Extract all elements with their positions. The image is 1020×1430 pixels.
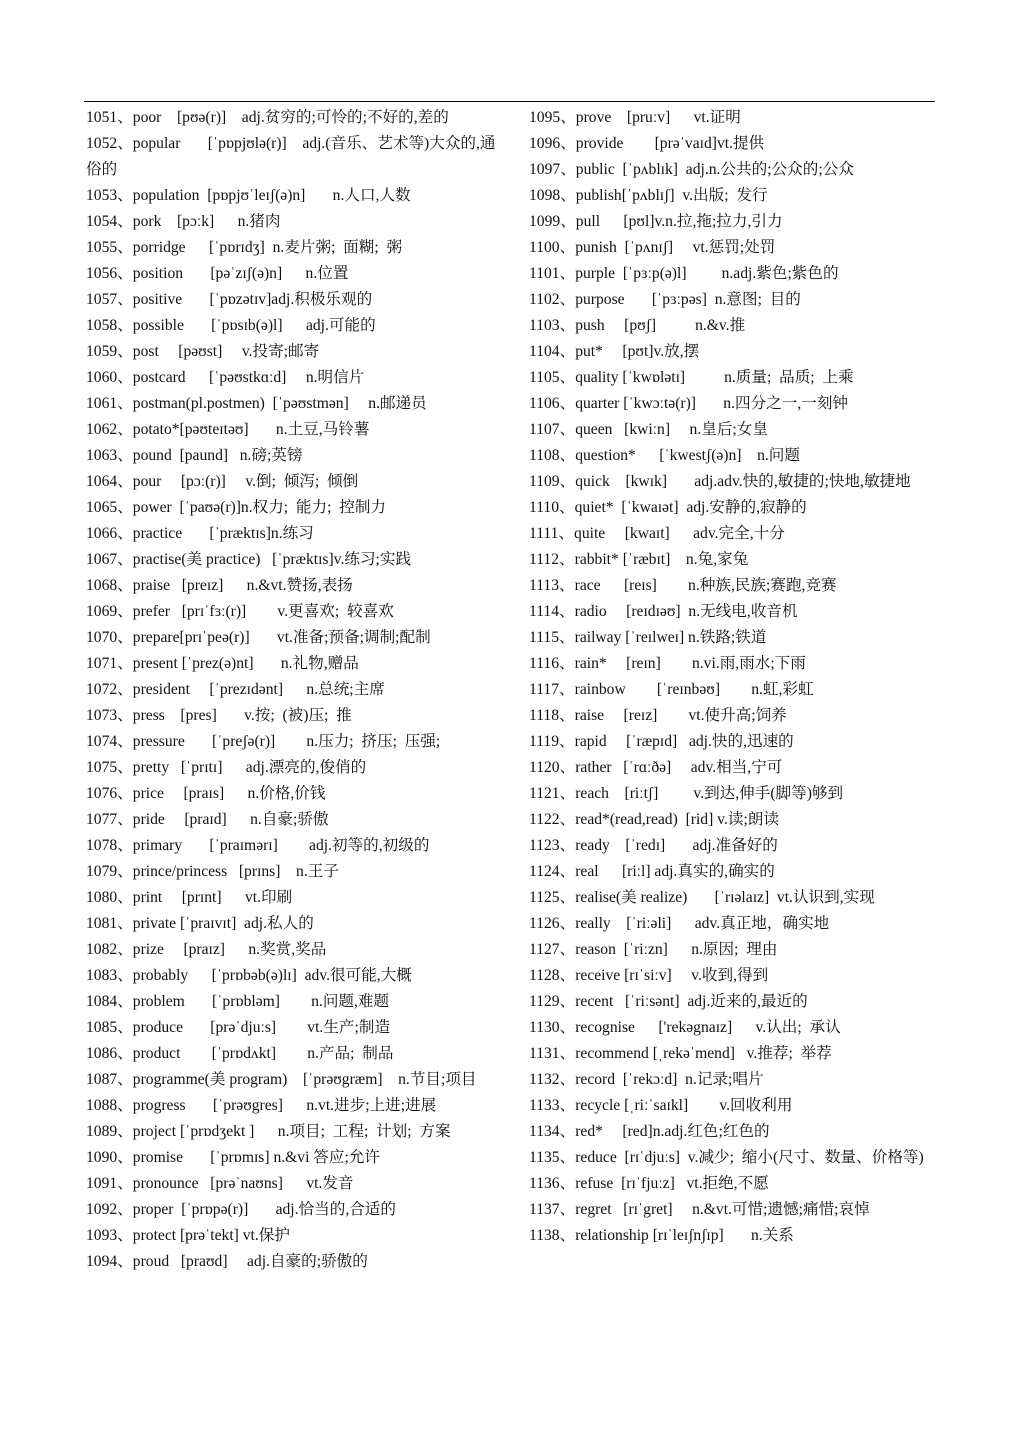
left-column xyxy=(86,105,496,1275)
vocab-entry: 1125、realise(美 realize) [ˈrɪəlaɪz] vt.认识到,实现 xyxy=(529,889,875,906)
vocab-entry: 1120、rather [ˈrɑːðə] adv.相当,宁可 xyxy=(529,759,783,776)
vocab-entry: 1080、print [prɪnt] vt.印刷 xyxy=(86,889,293,906)
vocab-entry: 1090、promise [ˈprɒmɪs] n.&vi 答应;允许 xyxy=(86,1149,381,1166)
vocab-entry: 1110、quiet* [ˈkwaɪət] adj.安静的,寂静的 xyxy=(529,499,807,516)
vocab-entry: 1106、quarter [ˈkwɔːtə(r)] n.四分之一,一刻钟 xyxy=(529,395,849,412)
vocab-entry: 1129、recent [ˈriːsənt] adj.近来的,最近的 xyxy=(529,993,808,1010)
vocab-entry: 1057、positive [ˈpɒzətɪv]adj.积极乐观的 xyxy=(86,291,373,308)
vocab-entry: 1107、queen [kwiːn] n.皇后;女皇 xyxy=(529,421,768,438)
vocab-entry: 1074、pressure [ˈpreʃə(r)] n.压力; 挤压; 压强; xyxy=(86,733,441,750)
vocab-entry: 1078、primary [ˈpraɪmərɪ] adj.初等的,初级的 xyxy=(86,837,430,854)
vocab-entry: 1059、post [pəʊst] v.投寄;邮寄 xyxy=(86,343,320,360)
vocab-entry: 1082、prize [praɪz] n.奖赏,奖品 xyxy=(86,941,327,958)
vocab-entry: 1099、pull [pʊl]v.n.拉,拖;拉力,引力 xyxy=(529,213,783,230)
vocab-entry: 1131、recommend [ˌrekəˈmend] v.推荐; 举荐 xyxy=(529,1045,832,1062)
vocab-entry: 1104、put* [pʊt]v.放,摆 xyxy=(529,343,700,360)
vocab-entry: 1062、potato*[pəʊteɪtəʊ] n.土豆,马铃薯 xyxy=(86,421,370,438)
vocab-entry: 1058、possible [ˈpɒsɪb(ə)l] adj.可能的 xyxy=(86,317,376,334)
vocab-entry: 1134、red* [red]n.adj.红色;红色的 xyxy=(529,1123,770,1140)
vocab-entry: 1100、punish [ˈpʌnɪʃ] vt.惩罚;处罚 xyxy=(529,239,776,256)
vocab-entry: 1132、record [ˈrekɔːd] n.记录;唱片 xyxy=(529,1071,764,1088)
vocab-entry: 1109、quick [kwɪk] adj.adv.快的,敏捷的;快地,敏捷地 xyxy=(529,473,911,490)
vocab-entry: 1086、product [ˈprɒdʌkt] n.产品; 制品 xyxy=(86,1045,394,1062)
vocab-entry: 1061、postman(pl.postmen) [ˈpəʊstmən] n.邮递员 xyxy=(86,395,427,412)
vocab-entry: 1067、practise(美 practice) [ˈpræktɪs]v.练习;实践 xyxy=(86,551,412,568)
vocab-entry: 1138、relationship [rɪˈleɪʃnʃɪp] n.关系 xyxy=(529,1227,794,1244)
vocab-entry: 1124、real [riːl] adj.真实的,确实的 xyxy=(529,863,775,880)
right-column xyxy=(529,105,937,1249)
vocab-entry: 1072、president [ˈprezɪdənt] n.总统;主席 xyxy=(86,681,385,698)
vocab-entry: 1137、regret [rɪˈgret] n.&vt.可惜;遗憾;痛惜;哀悼 xyxy=(529,1201,870,1218)
vocab-entry: 1079、prince/princess [prɪns] n.王子 xyxy=(86,863,339,880)
vocab-entry: 1097、public [ˈpʌblɪk] adj.n.公共的;公众的;公众 xyxy=(529,161,854,178)
vocab-entry: 1081、private [ˈpraɪvɪt] adj.私人的 xyxy=(86,915,314,932)
vocab-entry: 1103、push [pʊʃ] n.&v.推 xyxy=(529,317,746,334)
vocab-entry: 1112、rabbit* [ˈræbɪt] n.兔,家兔 xyxy=(529,551,749,568)
vocab-entry: 1054、pork [pɔːk] n.猪肉 xyxy=(86,213,281,230)
vocab-entry: 1105、quality [ˈkwɒlətɪ] n.质量; 品质; 上乘 xyxy=(529,369,854,386)
vocab-entry: 1075、pretty [ˈprɪtɪ] adj.漂亮的,俊俏的 xyxy=(86,759,367,776)
vocab-entry: 1096、provide [prəˈvaɪd]vt.提供 xyxy=(529,135,765,152)
vocab-entry: 1076、price [praɪs] n.价格,价钱 xyxy=(86,785,326,802)
vocab-entry: 1101、purple [ˈpɜːp(ə)l] n.adj.紫色;紫色的 xyxy=(529,265,839,282)
vocab-entry: 1087、programme(美 program) [ˈprəʊgræm] n.节目;项目 xyxy=(86,1071,477,1088)
vocab-entry: 1119、rapid [ˈræpɪd] adj.快的,迅速的 xyxy=(529,733,794,750)
vocab-entry: 1128、receive [rɪˈsiːv] v.收到,得到 xyxy=(529,967,769,984)
vocab-entry: 1094、proud [praʊd] adj.自豪的;骄傲的 xyxy=(86,1253,368,1270)
vocab-entry: 1102、purpose [ˈpɜːpəs] n.意图; 目的 xyxy=(529,291,801,308)
vocab-entry: 1127、reason [ˈriːzn] n.原因; 理由 xyxy=(529,941,778,958)
vocab-entry: 1077、pride [praɪd] n.自豪;骄傲 xyxy=(86,811,329,828)
vocab-entry: 1133、recycle [ˌriːˈsaɪkl] v.回收利用 xyxy=(529,1097,793,1114)
vocab-entry: 1130、recognise ['rekəgnaɪz] v.认出; 承认 xyxy=(529,1019,841,1036)
vocab-entry: 1136、refuse [rɪˈfjuːz] vt.拒绝,不愿 xyxy=(529,1175,769,1192)
vocab-entry: 1098、publish[ˈpʌblɪʃ] v.出版; 发行 xyxy=(529,187,768,204)
vocab-entry: 1126、really [ˈriːəli] adv.真正地，确实地 xyxy=(529,915,830,932)
vocab-entry: 1063、pound [paund] n.磅;英镑 xyxy=(86,447,303,464)
vocab-entry: 1118、raise [reɪz] vt.使升高;饲养 xyxy=(529,707,787,724)
vocab-entry: 1108、question* [ˈkwestʃ(ə)n] n.问题 xyxy=(529,447,800,464)
vocab-entry: 1053、population [pɒpjʊˈleɪʃ(ə)n] n.人口,人数 xyxy=(86,187,411,204)
vocab-entry: 1060、postcard [ˈpəʊstkɑːd] n.明信片 xyxy=(86,369,365,386)
vocab-entry: 1114、radio [reɪdɪəʊ] n.无线电,收音机 xyxy=(529,603,798,620)
vocab-entry: 1071、present [ˈprez(ə)nt] n.礼物,赠品 xyxy=(86,655,359,672)
vocab-entry: 1091、pronounce [prəˈnaʊns] vt.发音 xyxy=(86,1175,354,1192)
vocab-entry: 1116、rain* [reɪn] n.vi.雨,雨水;下雨 xyxy=(529,655,806,672)
vocab-entry: 1064、pour [pɔː(r)] v.倒; 倾泻; 倾倒 xyxy=(86,473,359,490)
vocab-entry: 1069、prefer [prɪˈfɜː(r)] v.更喜欢; 较喜欢 xyxy=(86,603,394,620)
top-rule xyxy=(84,101,935,102)
vocab-entry: 1111、quite [kwaɪt] adv.完全,十分 xyxy=(529,525,785,542)
vocab-entry: 1089、project [ˈprɒdʒekt ] n.项目; 工程; 计划; 方案 xyxy=(86,1123,451,1140)
vocab-entry: 1092、proper [ˈprɒpə(r)] adj.恰当的,合适的 xyxy=(86,1201,396,1218)
vocab-entry: 1065、power [ˈpaʊə(r)]n.权力; 能力; 控制力 xyxy=(86,499,387,516)
vocab-entry: 1056、position [pəˈzɪʃ(ə)n] n.位置 xyxy=(86,265,349,282)
vocab-entry: 1117、rainbow [ˈreɪnbəʊ] n.虹,彩虹 xyxy=(529,681,814,698)
vocab-entry: 1051、poor [pʊə(r)] adj.贫穷的;可怜的;不好的,差的 xyxy=(86,109,449,126)
vocab-entry: 1073、press [pres] v.按; (被)压; 推 xyxy=(86,707,352,724)
vocab-entry: 1070、prepare[prɪˈpeə(r)] vt.准备;预备;调制;配制 xyxy=(86,629,431,646)
vocab-entry: 1115、railway [ˈreɪlweɪ] n.铁路;铁道 xyxy=(529,629,767,646)
vocab-entry: 1055、porridge [ˈpɒrɪdʒ] n.麦片粥; 面糊; 粥 xyxy=(86,239,403,256)
vocab-entry: 1084、problem [ˈprɒbləm] n.问题,难题 xyxy=(86,993,390,1010)
vocab-entry: 1113、race [reɪs] n.种族,民族;赛跑,竞赛 xyxy=(529,577,837,594)
vocab-entry: 1052、popular [ˈpɒpjʊlə(r)] adj.(音乐、艺术等)大众的,通俗的 xyxy=(86,135,496,178)
vocab-entry: 1121、reach [riːtʃ] v.到达,伸手(脚等)够到 xyxy=(529,785,844,802)
vocab-entry: 1122、read*(read,read) [rid] v.读;朗读 xyxy=(529,811,779,828)
vocab-entry: 1135、reduce [rɪˈdjuːs] v.减少; 缩小(尺寸、数量、价格等) xyxy=(529,1149,924,1166)
vocab-entry: 1095、prove [pruːv] vt.证明 xyxy=(529,109,741,126)
vocab-entry: 1068、praise [preɪz] n.&vt.赞扬,表扬 xyxy=(86,577,353,594)
vocab-entry: 1083、probably [ˈprɒbəb(ə)lɪ] adv.很可能,大概 xyxy=(86,967,412,984)
vocab-entry: 1085、produce [prəˈdjuːs] vt.生产;制造 xyxy=(86,1019,391,1036)
vocab-entry: 1123、ready [ˈredɪ] adj.准备好的 xyxy=(529,837,778,854)
vocab-entry: 1093、protect [prəˈtekt] vt.保护 xyxy=(86,1227,290,1244)
vocab-entry: 1088、progress [ˈprəʊgres] n.vt.进步;上进;进展 xyxy=(86,1097,437,1114)
vocab-entry: 1066、practice [ˈpræktɪs]n.练习 xyxy=(86,525,314,542)
